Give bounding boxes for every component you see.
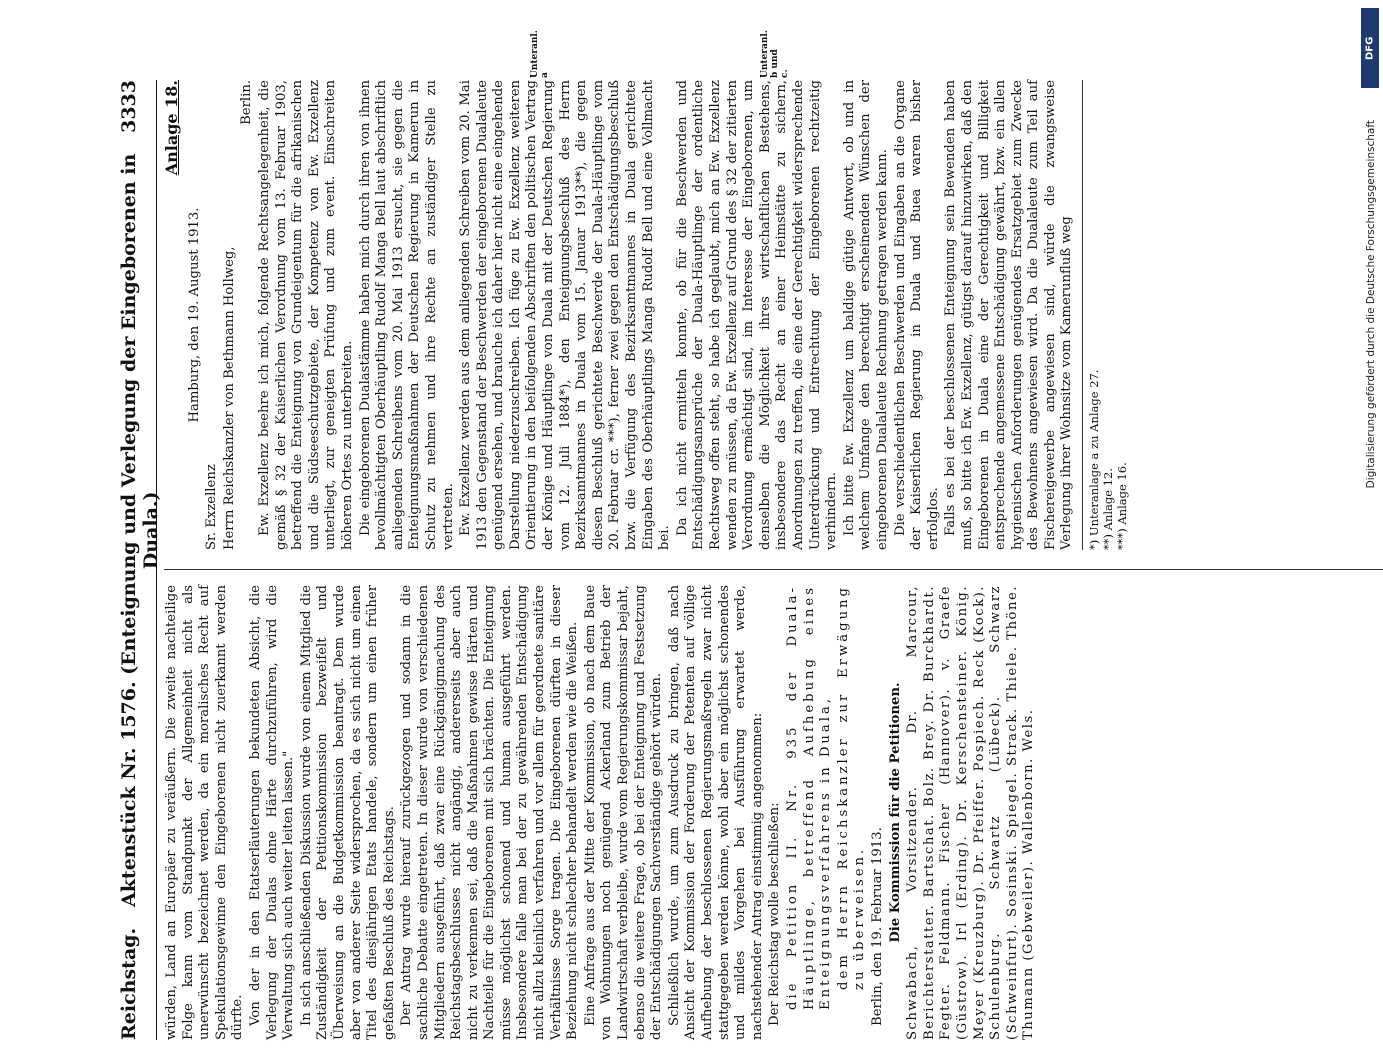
left-paragraph: würden, Land an Europäer zu veräußern. Die zweite nachteilige Folge kann vom Standpunkt der Allgemeinheit nicht als unerwünscht bezeichnet werden, da ein moralisches Recht auf Spekulationsgewinne den Eingeborenen nicht zuerkannt werden dürfte. <box>164 585 246 1040</box>
commission-members: Schwabach, Vorsitzender. Dr. Marcour, Berichterstatter. Bartschat. Bolz. Brey. Dr. Burckhardt. Fegter. Feldmann. Fischer (Hannover). v. Graefe (Güstrow). Irl (Erding). Dr. Kerschensteiner. König. Meyer (Kreuzburg). Dr. Pfeiffer. Pospiech. Reck (Kock). Schulenburg. Schwartz (Lübeck). Schwarz (Schweinfurt). Sosinski. Spiegel. Strack. Thiele. Thöne. Thumann (Gebweiler). Wallenborn. Wels. <box>905 585 1037 1040</box>
anlage-label: Anlage 18. <box>162 80 181 176</box>
letter-date: Hamburg, den 19. August 1913. <box>186 207 202 423</box>
header-title: Aktenstück Nr. 1576. (Enteignung und Verlegung der Eingeborenen in Duala.) <box>118 153 162 907</box>
margin-note-a: Unteranl. a <box>530 30 550 78</box>
margin-note-b: Unteranl. b und c. <box>760 30 790 78</box>
date-line: Berlin, den 19. Februar 1913. <box>869 827 885 1026</box>
motion-intro: Der Reichstag wolle beschließen: <box>767 802 783 1026</box>
left-paragraph: Der Antrag wurde hierauf zurückgezogen und sodann in die sachliche Debatte eingetreten. In dieser wurde von verschiedenen Mitgliedern ausgeführt, daß zwar eine Rückgängigmachung des Reichstagsbeschlusses nicht angängig, andererseits aber auch nicht zu verkennen sei, daß die Maßnahmen gewisse Härten und Nachteile für die Eingeborenen mit sich brächten. Die Enteignung müsse möglichst schonend und human ausgeführt werden. Insbesondere falle man bei der zu gewährenden Entschädigung nicht allzu kleinlich verfahren und vor allem für geordnete sanitäre Verhältnisse Sorge tragen. Die Eingeborenen dürften in dieser Beziehung nicht schlechter behandelt werden wie die Weißen. <box>399 585 581 1040</box>
left-paragraph: Von der in den Etatserläuterungen bekundeten Absicht, die Verlegung der Dualas ohne Härte durchzuführen, wird die Verwaltung sich auch weiter leiten lassen." <box>247 585 297 1040</box>
commission-title: Die Kommission für die Petitionen. <box>887 682 903 943</box>
header-rule <box>156 80 157 1040</box>
footnote: ***) Anlage 16. <box>1115 462 1130 550</box>
left-column <box>164 585 1039 1040</box>
right-column <box>164 80 1129 550</box>
letter-paragraph: Falls es bei der beschlossenen Enteignung sein Bewenden haben muß, so bitte ich Ew. Exzellenz, gütigst darauf hinzuwirken, daß den Eingeborenen in Duala eine der Gerechtigkeit und Billigkeit entsprechende angemessene Entschädigung gewährt, bzw. ein allen hygienischen Anforderungen genügendes Ersatzgebiet zum Zwecke des Bewohnens angewiesen wird. Da die Dualaleute zum Teil auf Fischereigewerbe angewiesen sind, würde die zwangsweise Verlegung ihrer Wohnsitze vom Kamerunfluß weg <box>943 80 1075 550</box>
column-divider <box>164 569 1383 570</box>
footnotes <box>1082 80 1129 550</box>
header-left: Reichstag. <box>118 927 140 1040</box>
letter-paragraph: Ich bitte Ew. Exzellenz um baldige gütige Antwort, ob und in welchem Umfange den berechtigt erscheinenden Wünschen der eingeborenen Dualaleute Rechnung getragen werden kann. <box>841 80 890 550</box>
letter-paragraph: Ew. Exzellenz werden aus dem anliegenden Schreiben vom 20. Mai 1913 den Gegenstand der Beschwerden der eingeborenen Dualaleute genügend ersehen, und brauche ich daher hier nicht eine eingehende Darstellung niederzuschreiben. Ich füge zu Ew. Exzellenz weiteren Orientierung in den beifolgenden Abschriften den politischen Vertrag der Könige und Häuptlinge von Duala mit der Deutschen Regierung vom 12. Juli 1884*), den Enteignungsbeschluß des Herrn Bezirksamtmannes in Duala vom 15. Januar 1913**), die gegen diesen Beschluß gerichtete Beschwerde der Duala-Häuptlinge vom 20. Februar cr. ***), ferner zwei gegen den Entschädigungsbeschluß bzw. die Verfügung des Bezirksamtmannes in Duala gerichtete Eingaben des Oberhäuptlings Manga Rudolf Bell und eine Vollmacht bei. <box>458 80 673 550</box>
left-paragraph: Schließlich wurde, um zum Ausdruck zu bringen, daß nach Ansicht der Kommission der Forderung der Petenten auf völlige Aufhebung der beschlossenen Regierungsmaßregeln zwar nicht stattgegeben werden könne, wohl aber ein möglichst schonendes und mildes Vorgehen bei Ausführung erwartet werde, nachstehender Antrag einstimmig angenommen: <box>666 585 765 1040</box>
letter-paragraph: Die eingeborenen Dualastämme haben mich durch ihren von ihnen bevollmächtigten Oberhäuptling Rudolf Manga Bell laut abschriftlich anliegenden Schreibens vom 20. Mai 1913 ersucht, sie gegen die Enteignungsmaßnahmen der Deutschen Regierung in Kamerun in Schutz zu nehmen und ihre Rechte an zuständiger Stelle zu vertreten. <box>357 80 456 550</box>
salutation-line-3: Berlin. <box>239 80 255 125</box>
letter-paragraph: Die verschiedentlichen Beschwerden und Eingaben an die Organe der Kaiserlichen Regierung in Duala und Buea waren bisher erfolglos. <box>892 80 941 550</box>
salutation-line-2: Herrn Reichskanzler von Bethmann Hollweg, <box>221 246 237 550</box>
dfg-logo: DFG <box>1361 8 1379 88</box>
page-number: 3333 <box>118 80 140 133</box>
letter-paragraph: Ew. Exzellenz beehre ich mich, folgende Rechtsangelegenheit, die gemäß § 32 der Kaiserlichen Verordnung vom 13. Februar 1903, betreffend die Enteignung von Grundeigentum für die afrikanischen und die Südseeschutzgebiete, der Kompetenz von Ew. Exzellenz unterliegt, zur geneigten Prüfung und zum event. Einschreiten höheren Ortes zu unterbreiten. <box>256 80 355 550</box>
digitization-credit: Digitalisierung gefördert durch die Deutsche Forschungsgemeinschaft <box>1365 120 1377 489</box>
motion-text-2: dem Herrn Reichskanzler zur Erwägung zu überweisen. <box>835 585 868 990</box>
left-paragraph: Eine Anfrage aus der Mitte der Kommission, ob nach dem Baue von Wohnungen noch genügend Ackerland zum Betrieb der Landwirtschaft verbleibe, wurde vom Regierungskommissar bejaht, ebenso die weitere Frage, ob bei der Enteignung und Festsetzung der Entschädigungen Sachverständige gehört würden. <box>582 585 665 1040</box>
salutation-line-1: Sr. Exzellenz <box>204 464 220 550</box>
left-paragraph: In sich anschließenden Diskussion wurde von einem Mitglied die Zuständigkeit der Petitionskommission bezweifelt und Überweisung an die Budgetkommission beantragt. Dem wurde aber von anderer Seite widersprochen, da es sich nicht um einen Titel des diesjährigen Etats handele, sondern um einen früher gefaßten Beschluß des Reichstags. <box>298 585 397 1040</box>
letter-paragraph: Da ich nicht ermitteln konnte, ob für die Beschwerden und Entschädigungsansprüche der Duala-Häuptlinge der ordentliche Rechtsweg offen steht, so habe ich geglaubt, mich an Ew. Exzellenz wenden zu müssen, da Ew. Exzellenz auf Grund des § 32 der zitierten Verordnung ermächtigt sind, im Interesse der Eingeborenen, um denselben die Möglichkeit ihres wirtschaftlichen Bestehens, insbesondere das Recht an einer Heimstätte zu sichern, Anordnungen zu treffen, die eine der Gerechtigkeit widersprechende Unterdrückung und Entrechtung der Eingeborenen rechtzeitig verhindern. <box>674 80 840 550</box>
footnote: **) Anlage 12. <box>1101 468 1116 550</box>
page-header <box>118 80 162 1040</box>
motion-text: die Petition II. Nr. 935 der Duala-Häuptlinge, betreffend Aufhebung eines Enteignungsverfahrens in Duala, <box>784 585 834 1010</box>
footnote: *) Unteranlage a zu Anlage 27. <box>1087 369 1102 550</box>
